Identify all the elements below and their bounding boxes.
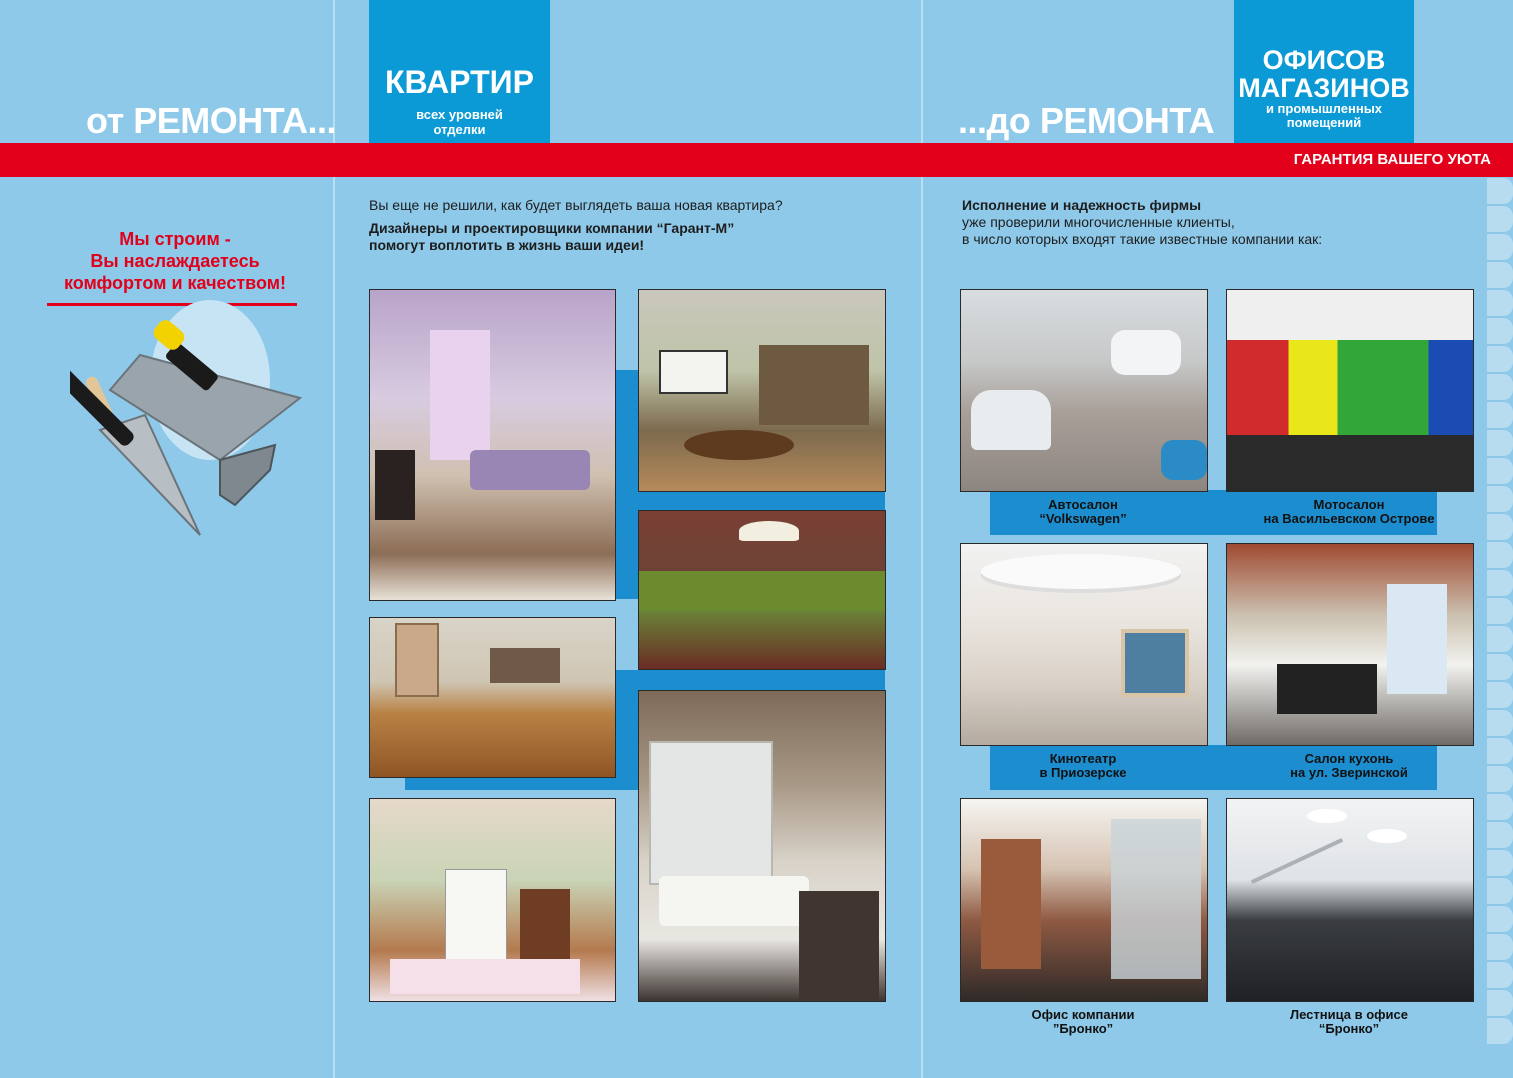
middle-intro-bold2: помогут воплотить в жизнь ваши идеи!	[369, 237, 645, 253]
right-title: ...до РЕМОНТА	[958, 100, 1215, 141]
side-tab	[1487, 654, 1513, 680]
side-tab	[1487, 374, 1513, 400]
photo-car-showroom	[960, 289, 1208, 492]
photo-bronko-office	[960, 798, 1208, 1002]
photo-bathroom	[638, 690, 886, 1002]
offices-box	[1234, 0, 1414, 143]
side-tab	[1487, 486, 1513, 512]
slogan-line-1: Мы строим -	[119, 229, 231, 249]
right-intro	[962, 197, 1322, 248]
tools-illustration	[70, 310, 310, 540]
photo-kitchen	[638, 289, 886, 492]
photo-nursery	[369, 798, 616, 1002]
photo-bronko-stairs	[1226, 798, 1474, 1002]
slogan-line-2: Вы наслаждаетесь	[90, 251, 260, 271]
photo-living-room	[369, 289, 616, 601]
side-tab	[1487, 262, 1513, 288]
side-tab	[1487, 626, 1513, 652]
side-tab	[1487, 710, 1513, 736]
caption-bronko-office	[960, 1008, 1206, 1036]
caption-line1: Мотосалон	[1313, 497, 1385, 512]
offices-sub1: и промышленных	[1265, 101, 1383, 116]
tagline: ГАРАНТИЯ ВАШЕГО УЮТА	[1293, 151, 1491, 168]
photo-wood-floor	[369, 617, 616, 778]
side-tab	[1487, 206, 1513, 232]
caption-line1: Лестница в офисе	[1290, 1007, 1408, 1022]
side-tab	[1487, 794, 1513, 820]
apartments-box	[369, 0, 550, 143]
side-tab	[1487, 514, 1513, 540]
caption-line2: на ул. Зверинской	[1290, 765, 1408, 780]
caption-line1: Офис компании	[1031, 1007, 1135, 1022]
caption-volkswagen	[960, 498, 1206, 526]
photo-cinema-hall	[960, 543, 1208, 746]
side-tab	[1487, 878, 1513, 904]
side-tab	[1487, 458, 1513, 484]
side-tab	[1487, 178, 1513, 204]
side-tab	[1487, 1018, 1513, 1044]
side-tab	[1487, 934, 1513, 960]
caption-bronko-stairs	[1226, 1008, 1472, 1036]
caption-line2: “Volkswagen”	[1039, 511, 1127, 526]
caption-line1: Кинотеатр	[1049, 751, 1117, 766]
caption-line2: в Приозерске	[1039, 765, 1127, 780]
left-title: от РЕМОНТА...	[86, 100, 336, 141]
caption-cinema	[960, 752, 1206, 780]
offices-sub2: помещений	[1286, 115, 1362, 130]
right-intro-line1: уже проверили многочисленные клиенты,	[962, 214, 1235, 230]
side-tab	[1487, 346, 1513, 372]
offices-title1: ОФИСОВ	[1262, 45, 1386, 75]
apartments-sub2: отделки	[433, 122, 486, 137]
side-tab	[1487, 962, 1513, 988]
middle-intro-bold1: Дизайнеры и проектировщики компании “Гарант-М”	[369, 220, 735, 236]
side-tab	[1487, 430, 1513, 456]
slogan-underline	[47, 303, 297, 306]
side-tab	[1487, 990, 1513, 1016]
apartments-title: КВАРТИР	[385, 64, 534, 100]
photo-moto-showroom	[1226, 289, 1474, 492]
caption-kitchen	[1226, 752, 1472, 780]
side-tab	[1487, 402, 1513, 428]
right-intro-bold: Исполнение и надежность фирмы	[962, 197, 1202, 213]
side-tab	[1487, 542, 1513, 568]
middle-intro	[369, 197, 783, 254]
caption-line2: на Васильевском Острове	[1263, 511, 1435, 526]
side-tab	[1487, 682, 1513, 708]
side-tab	[1487, 766, 1513, 792]
caption-moto	[1226, 498, 1472, 526]
caption-line1: Салон кухонь	[1304, 751, 1394, 766]
side-tab	[1487, 318, 1513, 344]
side-tab	[1487, 822, 1513, 848]
caption-line2: “Бронко”	[1318, 1021, 1380, 1036]
middle-intro-line: Вы еще не решили, как будет выглядеть ваша новая квартира?	[369, 197, 783, 213]
photo-lounge	[638, 510, 886, 670]
right-intro-line2: в число которых входят такие известные компании как:	[962, 231, 1323, 247]
side-tab	[1487, 598, 1513, 624]
apartments-sub1: всех уровней	[416, 107, 503, 122]
photo-kitchen-salon	[1226, 543, 1474, 746]
caption-line2: ”Бронко”	[1052, 1021, 1114, 1036]
caption-line1: Автосалон	[1048, 497, 1118, 512]
side-tab	[1487, 570, 1513, 596]
slogan-line-3: комфортом и качеством!	[63, 273, 287, 293]
slogan	[30, 228, 320, 294]
side-tab	[1487, 234, 1513, 260]
side-tab	[1487, 738, 1513, 764]
side-tabs	[1487, 178, 1513, 1046]
red-band	[0, 143, 1513, 177]
side-tab	[1487, 906, 1513, 932]
offices-title2: МАГАЗИНОВ	[1238, 73, 1410, 103]
side-tab	[1487, 290, 1513, 316]
side-tab	[1487, 850, 1513, 876]
